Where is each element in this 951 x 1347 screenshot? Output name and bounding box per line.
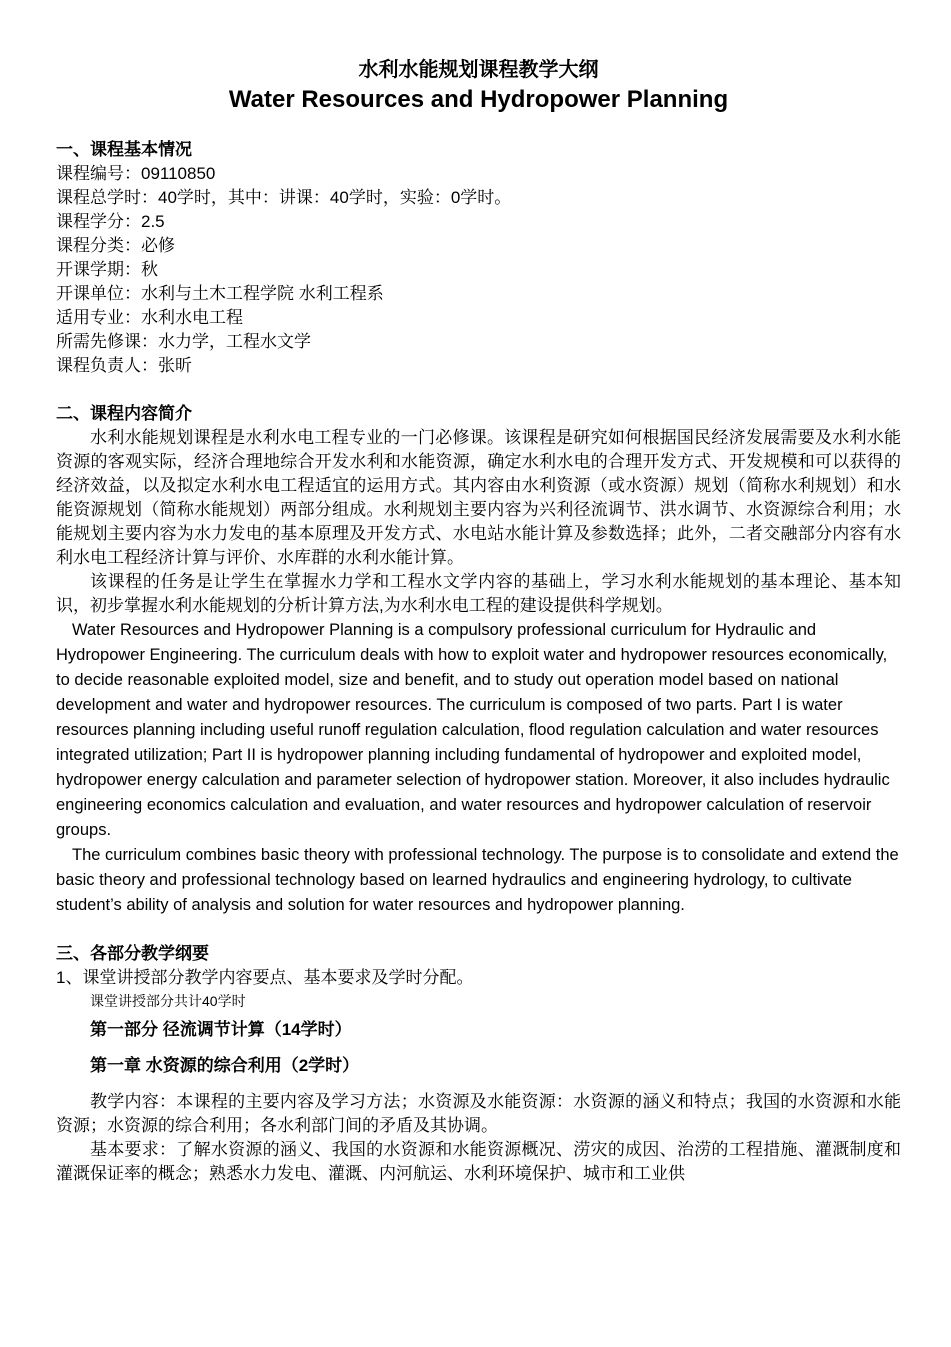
department-line: 开课单位：水利与土木工程学院 水利工程系 — [56, 284, 384, 303]
credits-line: 课程学分：2.5 — [56, 212, 165, 231]
basic-requirements-paragraph: 基本要求：了解水资源的涵义、我国的水资源和水能资源概况、涝灾的成因、治涝的工程措施、灌溉制度和灌溉保证率的概念；熟悉水力发电、灌溉、内河航运、水利环境保护、城市和工业供 — [56, 1140, 901, 1183]
intro-paragraph-cn-1: 水利水能规划课程是水利水电工程专业的一门必修课。该课程是研究如何根据国民经济发展需要及水利水能资源的客观实际，经济合理地综合开发水利和水能资源，确定水利水电的合理开发方式、开发规模和可以获得的经济效益，以及拟定水利水电工程适宜的运用方式。其内容由水利资源（或水资源）规划（简称水利规划）和水能资源规划（简称水能规划）两部分组成。水利规划主要内容为兴利径流调节、洪水调节、水资源综合利用；水能规划主要内容为水力发电的基本原理及开发方式、水电站水能计算及参数选择；此外，二者交融部分内容有水利水电工程经济计算与评价、水库群的水利水能计算。 — [56, 428, 901, 567]
intro-paragraph-cn-2: 该课程的任务是让学生在掌握水力学和工程水文学内容的基础上，学习水利水能规划的基本理论、基本知识，初步掌握水利水能规划的分析计算方法,为水利水电工程的建设提供科学规划。 — [56, 572, 901, 615]
semester-line: 开课学期：秋 — [56, 260, 158, 279]
section-heading-basic-info: 一、课程基本情况 — [56, 140, 192, 159]
total-hours-line: 课程总学时：40学时，其中：讲课：40学时，实验：0学时。 — [56, 188, 512, 207]
chapter-1-heading: 第一章 水资源的综合利用（2学时） — [90, 1056, 360, 1075]
intro-paragraph-en-2: The curriculum combines basic theory with professional technology. The purpose is to consolidate and extend the basic theory and professional technology based on learned hydraulics and engineering hydrology, to cultivate student’s ability of analysis and solution for water resources and hydropower planning. — [56, 846, 899, 914]
category-line: 课程分类：必修 — [56, 236, 175, 255]
teaching-content-paragraph: 教学内容：本课程的主要内容及学习方法；水资源及水能资源：水资源的涵义和特点；我国的水资源和水能资源；水资源的综合利用；各水利部门间的矛盾及其协调。 — [56, 1092, 901, 1135]
course-code-line: 课程编号：09110850 — [56, 164, 216, 183]
outline-item-1: 1、课堂讲授部分教学内容要点、基本要求及学时分配。 — [56, 968, 474, 987]
part-1-heading: 第一部分 径流调节计算（14学时） — [90, 1020, 352, 1039]
major-line: 适用专业：水利水电工程 — [56, 308, 243, 327]
lecture-hours-note: 课堂讲授部分共计40学时 — [90, 993, 246, 1009]
syllabus-page — [56, 56, 901, 1186]
section-heading-outline: 三、各部分教学纲要 — [56, 944, 209, 963]
intro-paragraph-en-1: Water Resources and Hydropower Planning is a compulsory professional curriculum for Hydraulic and Hydropower Engineering. The curriculum deals with how to exploit water and hydropower resources economically, to decide reasonable exploited model, size and benefit, and to study out operation model based on national development and water and hydropower resources. The curriculum is composed of two parts. Part I is water resources planning including useful runoff regulation calculation, flood regulation calculation and water resources integrated utilization; Part II is hydropower planning including fundamental of hydropower and exploited model, hydropower energy calculation and parameter selection of hydropower station. Moreover, it also includes hydraulic engineering economics calculation and evaluation, and water resources and hydropower calculation of reservoir groups. — [56, 621, 890, 839]
document-title-chinese: 水利水能规划课程教学大纲 — [358, 59, 599, 81]
instructor-line: 课程负责人：张昕 — [56, 356, 192, 375]
section-heading-introduction: 二、课程内容简介 — [56, 404, 192, 423]
prerequisites-line: 所需先修课：水力学，工程水文学 — [56, 332, 311, 351]
document-title-english: Water Resources and Hydropower Planning — [228, 86, 729, 113]
